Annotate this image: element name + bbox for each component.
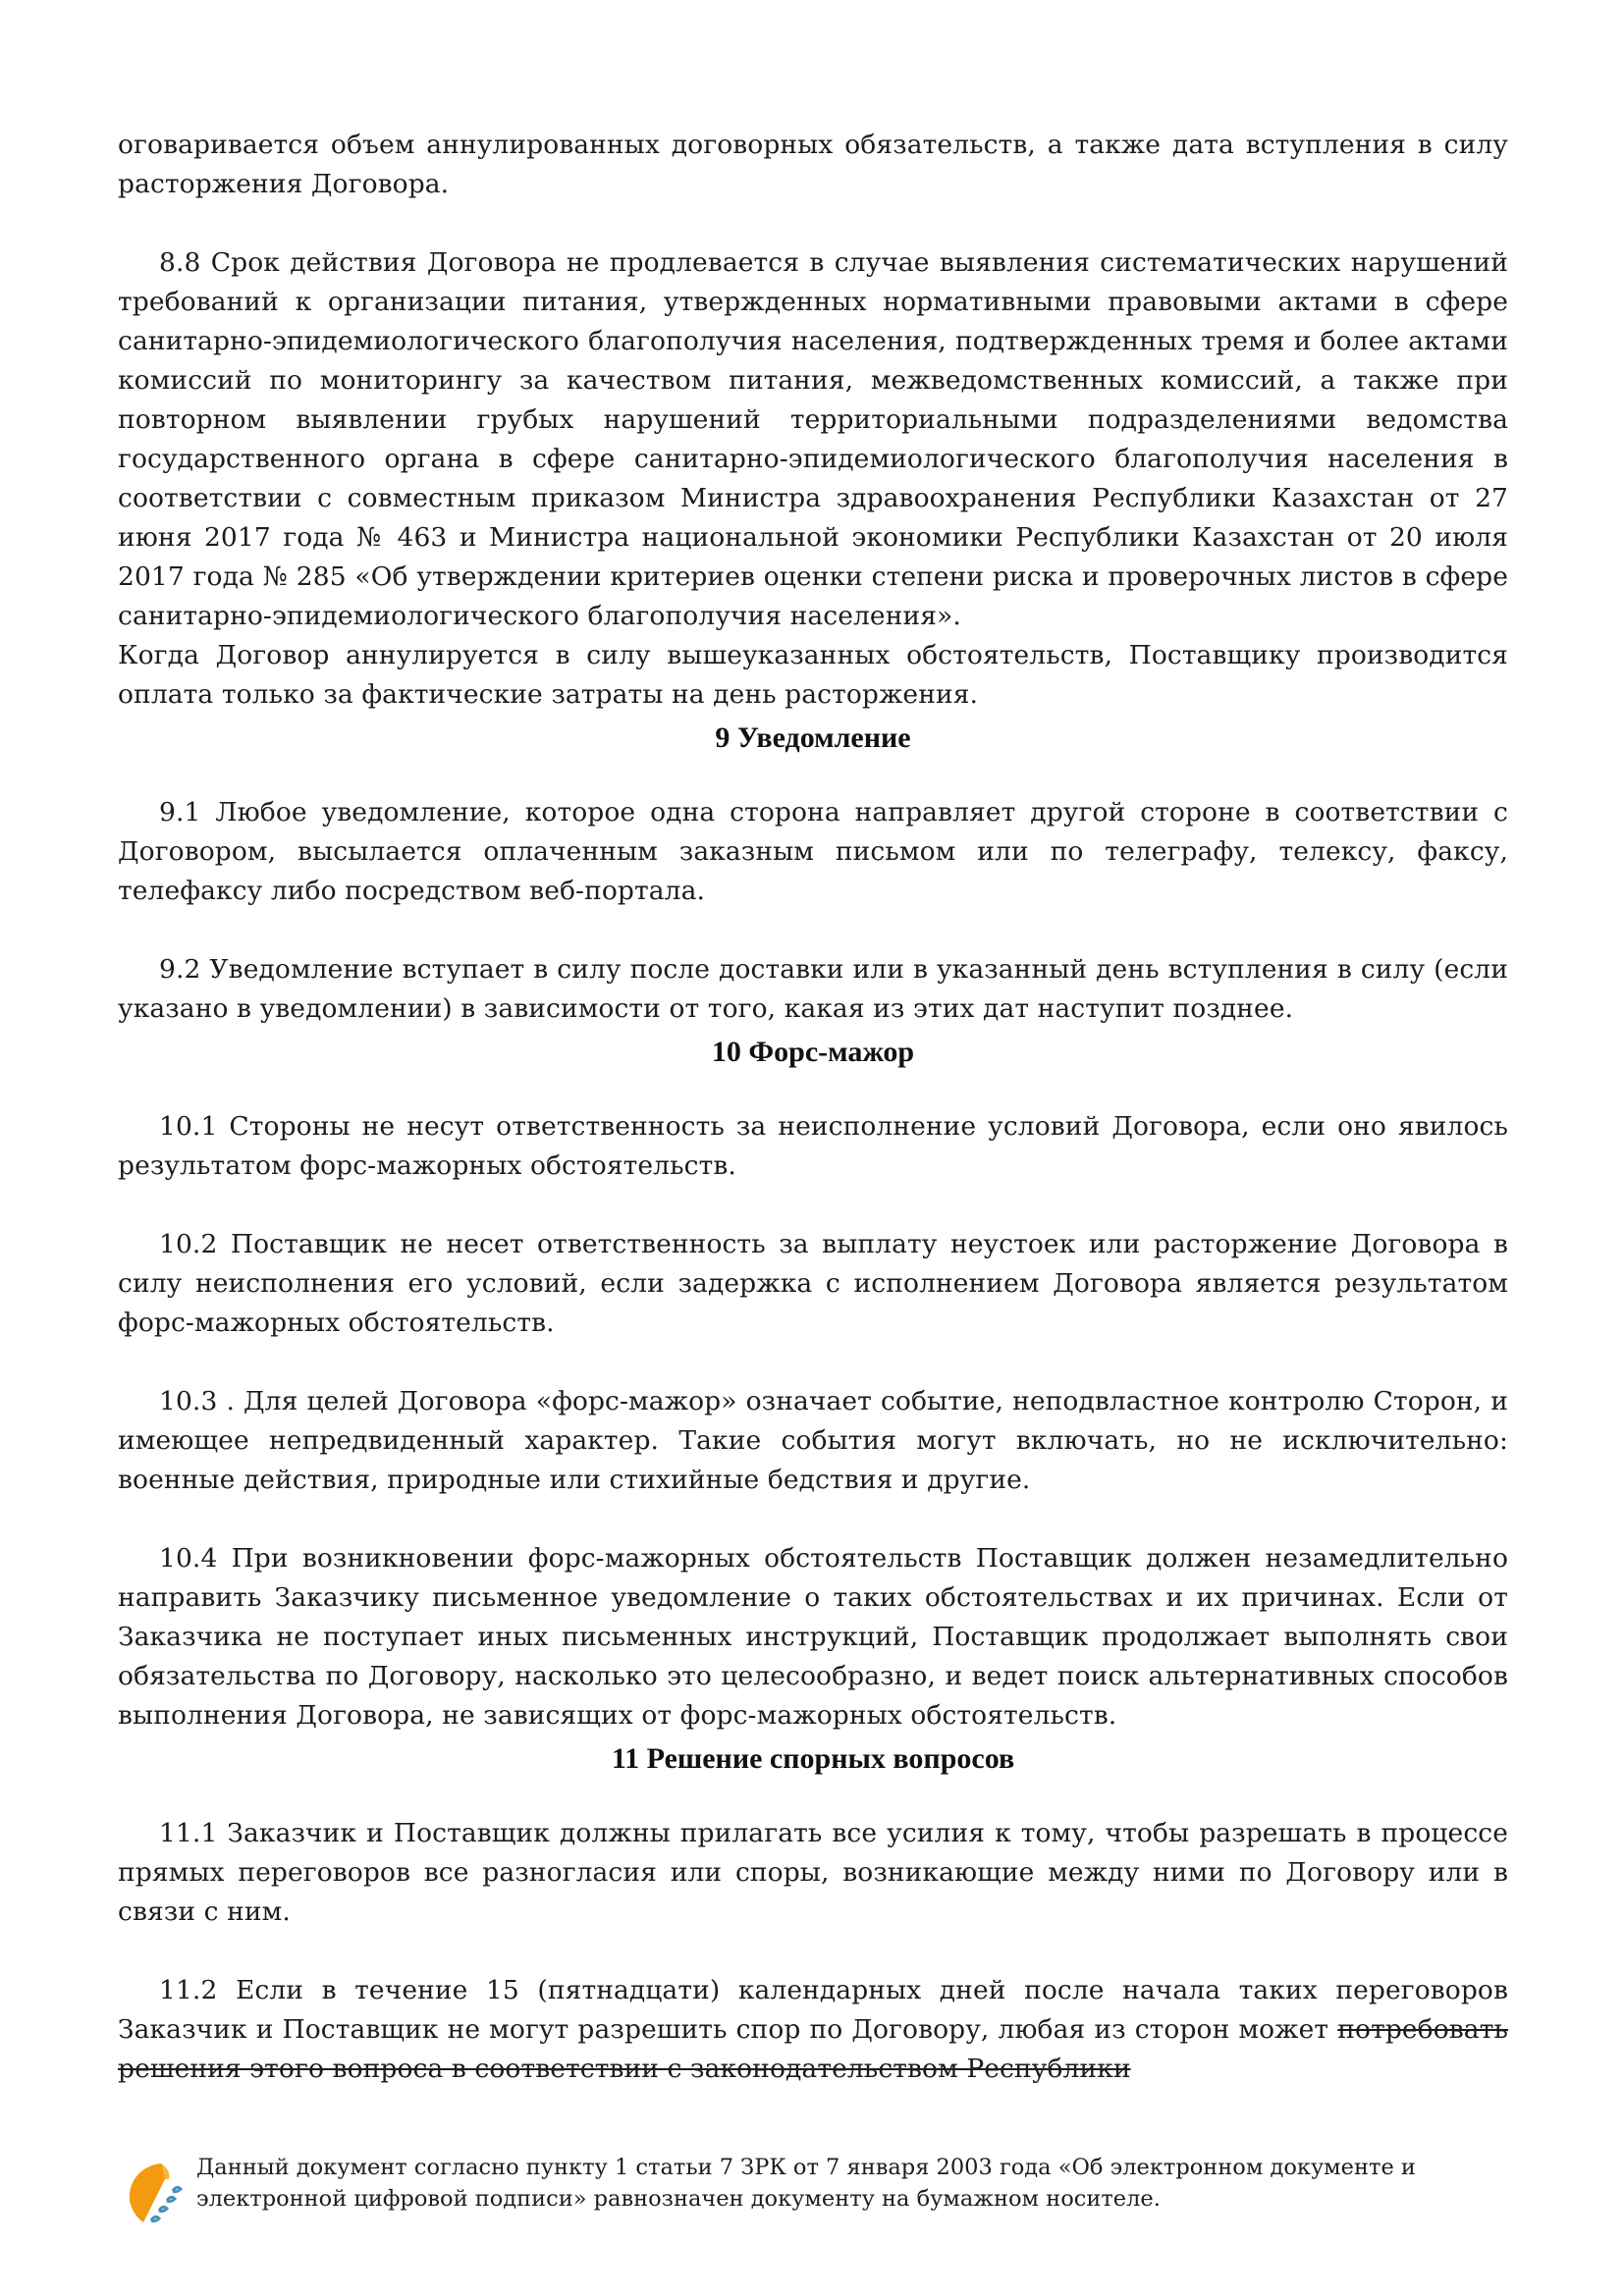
paragraph-9-1: 9.1 Любое уведомление, которое одна сторона направляет другой стороне в соответствии с Договором, высылается оплаченным заказным письмом или по телеграфу, телексу, факсу, телефаксу либо посредством веб-портала. [118,797,1508,906]
footer-line-1: Данный документ согласно пункту 1 статьи 7 ЗРК от 7 января 2003 года «Об электронном документе и [196,2155,1416,2180]
paragraph-10-1: 10.1 Стороны не несут ответственность за неисполнение условий Договора, если оно явилось результатом форс-мажорных обстоятельств. [118,1111,1508,1181]
section-9-heading: 9 Уведомление [715,721,911,754]
paragraph-9-2: 9.2 Уведомление вступает в силу после доставки или в указанный день вступления в силу (если указано в уведомлении) в зависимости от того, какая из этих дат наступит позднее. [118,954,1508,1024]
document-page [118,126,1508,2089]
section-11-heading: 11 Решение спорных вопросов [611,1742,1015,1775]
paragraph-11-2-struck-line: потребовать решения этого вопроса в соответствии с законодательством Республики [118,2014,1508,2084]
paragraph-10-2: 10.2 Поставщик не несет ответственность за выплату неустоек или расторжение Договора в силу неисполнения его условий, если задержка с исполнением Договора является результатом форс-мажорных обстоятельств. [118,1229,1508,1338]
paragraph-10-4: 10.4 При возникновении форс-мажорных обстоятельств Поставщик должен незамедлительно направить Заказчику письменное уведомление о таких обстоятельствах и их причинах. Если от Заказчика не поступает иных письменных инструкций, Поставщик продолжает выполнять свои обязательства по Договору, насколько это целесообразно, и ведет поиск альтернативных способов выполнения Договора, не зависящих от форс-мажорных обстоятельств. [118,1543,1508,1731]
footer-line-2: электронной цифровой подписи» равнозначен документу на бумажном носителе. [196,2186,1161,2212]
paragraph-10-3: 10.3 . Для целей Договора «форс-мажор» означает событие, неподвластное контролю Сторон, и имеющее непредвиденный характер. Такие события могут включать, но не исключительно: военные действия, природные или стихийные бедствия и другие. [118,1386,1508,1495]
e-signature-footer [122,2152,1516,2230]
footer-legal-notice [196,2152,1416,2215]
paragraph-8-8-tail: Когда Договор аннулируется в силу вышеуказанных обстоятельств, Поставщику производится оплата только за фактические затраты на день расторжения. [118,640,1508,710]
egov-sun-logo-icon [122,2160,189,2226]
paragraph-11-2 [118,1971,1508,2089]
paragraph-11-2-text: 11.2 Если в течение 15 (пятнадцати) календарных дней после начала таких переговоров Заказчик и Поставщик не могут разрешить спор по Договору, любая из сторон может [118,1975,1508,2045]
paragraph-8-7-continuation: оговаривается объем аннулированных договорных обязательств, а также дата вступления в силу расторжения Договора. [118,130,1508,199]
paragraph-11-1: 11.1 Заказчик и Поставщик должны прилагать все усилия к тому, чтобы разрешать в процессе прямых переговоров все разногласия или споры, возникающие между ними по Договору или в связи с ним. [118,1818,1508,1927]
section-10-heading: 10 Форс-мажор [711,1036,915,1068]
paragraph-8-8: 8.8 Срок действия Договора не продлевается в случае выявления систематических нарушений требований к организации питания, утвержденных нормативными правовыми актами в сфере санитарно-эпидемиологического благополучия населения, подтвержденных тремя и более актами комиссий по мониторингу за качеством питания, межведомственных комиссий, а также при повторном выявлении грубых нарушений территориальными подразделениями ведомства государственного органа в сфере санитарно-эпидемиологического благополучия населения в соответствии с совместным приказом Министра здравоохранения Республики Казахстан от 27 июня 2017 года № 463 и Министра национальной экономики Республики Казахстан от 20 июля 2017 года № 285 «Об утверждении критериев оценки степени риска и проверочных листов в сфере санитарно-эпидемиологического благополучия населения». [118,247,1508,631]
